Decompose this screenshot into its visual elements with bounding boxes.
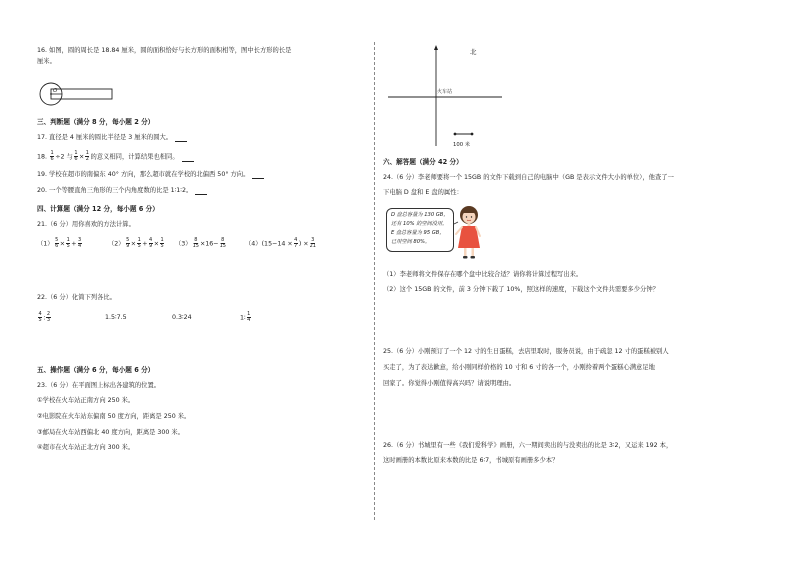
- q18: [37, 151, 194, 162]
- q25-line2: 买走了，为了表达歉意，给小刚同样价格的 10 寸和 6 寸的各一个，小刚拎着两个蛋糕心满意足地: [383, 364, 655, 371]
- calc-4: （4）(15−14 × $\frac{4}{7}$ ) × $\frac{3}{21}$: [245, 237, 316, 249]
- q18-op2: ×: [79, 153, 85, 161]
- ratio-2: 1.5∶7.5: [105, 314, 127, 321]
- q18-fraction-b: $\frac{1}{6}$: [74, 150, 78, 162]
- ratio-1: $\frac{4}{5}$ : $\frac{2}{3}$: [38, 311, 50, 323]
- q20-answer-blank[interactable]: [195, 188, 207, 195]
- q18-fraction-a: $\frac{1}{6}$: [50, 150, 54, 162]
- north-arrow-icon: [434, 45, 438, 50]
- station-label: 火车站: [437, 89, 453, 95]
- q26-line2: 这时画册的本数比原来本数的比是 6∶7，书城原有画册多少本？: [383, 457, 559, 464]
- q16-circle-label: O: [53, 88, 58, 94]
- q26-line1: 26.（6 分）书城里有一些《我们爱科学》画册，六一期间卖出的与没卖出的比是 3∶2，又运来 192 本，: [383, 442, 673, 449]
- section3-title: 三、判断题（满分 8 分，每小题 2 分）: [37, 118, 155, 126]
- q21: 21.（6 分）用你喜欢的方法计算。: [37, 221, 135, 228]
- q19-text: 19. 学校在超市的南偏东 40° 方向，那么超市就在学校的北偏西 50° 方向。: [37, 171, 250, 178]
- q20: [37, 187, 207, 195]
- compass-map: [384, 42, 514, 154]
- speech-bubble: [386, 208, 454, 252]
- calc-1: （1） $\frac{5}{6}$ × $\frac{1}{5}$ + $\frac{3}{4}$: [37, 237, 82, 249]
- q18-suffix: 的意义相同，计算结果也相同。: [90, 153, 179, 161]
- q19-answer-blank[interactable]: [252, 172, 264, 179]
- q24-line2: 下电脑 D 盘和 E 盘的属性：: [383, 189, 463, 196]
- girl-teacher-illustration: [452, 204, 486, 262]
- q20-text: 20. 一个等腰直角三角形的三个内角度数的比是 1∶1∶2。: [37, 187, 193, 194]
- q16-line1: 16. 如图，圆的周长是 18.84 厘米，圆的面积恰好与长方形的面积相等，图中长方形的长是: [37, 47, 292, 54]
- q23-item-2: ②电影院在火车站东偏南 50 度方向，距离是 250 米。: [37, 413, 191, 420]
- scale-label: 100 米: [453, 142, 471, 148]
- ratio-4: 1∶ $\frac{1}{4}$: [240, 311, 251, 323]
- calc-2: （2） $\frac{5}{9}$ × $\frac{1}{5}$ + $\frac{4}{9}$ × $\frac{1}{5}$: [108, 237, 164, 249]
- q22: 22.（6 分）化简下列各比。: [37, 294, 116, 301]
- q18-answer-blank[interactable]: [182, 155, 194, 162]
- column-divider: [374, 42, 375, 520]
- north-label: 北: [470, 48, 477, 56]
- q17: [37, 134, 187, 142]
- section4-title: 四、计算题（满分 12 分，每小题 6 分）: [37, 205, 159, 213]
- q25-line3: 回家了。你觉得小刚值得高兴吗？请说明理由。: [383, 380, 516, 387]
- calc-3: （3） $\frac{8}{15}$ ×16− $\frac{8}{15}$: [175, 237, 226, 249]
- q24-part1: （1）李老师将文件保存在哪个盘中比较合适？请你将计算过程写出来。: [383, 271, 583, 278]
- q24-part2: （2）这个 15GB 的文件，前 3 分钟下载了 10%，照这样的速度，下载这个文件共需要多少分钟？: [383, 286, 659, 293]
- section5-title: 五、操作题（满分 6 分，每小题 6 分）: [37, 366, 155, 374]
- q23-item-4: ④超市在火车站正北方向 300 米。: [37, 444, 135, 451]
- q18-number: 18.: [37, 153, 48, 161]
- bubble-line-1: D 盘总容量为 130 GB，: [391, 212, 449, 218]
- ratio-3: 0.3∶24: [172, 314, 192, 321]
- q23-item-3: ③邮局在火车站西偏北 40 度方向，距离是 300 米。: [37, 429, 185, 436]
- q16-line2: 厘米。: [37, 58, 56, 65]
- bubble-line-4: 已用空间 80%。: [391, 239, 431, 245]
- q18-op1: ÷2 与: [55, 153, 73, 161]
- q17-answer-blank[interactable]: [175, 135, 187, 142]
- q16-circle-rectangle-figure: [38, 80, 118, 108]
- q24-line1: 24.（6 分）李老师要将一个 15GB 的文件下载到自己的电脑中（GB 是表示文件大小的单位），他查了一: [383, 174, 674, 181]
- q25-line1: 25.（6 分）小刚预订了一个 12 寸的生日蛋糕，去店里取时，服务员说，由于疏忽 12 寸的蛋糕被别人: [383, 348, 669, 355]
- q23-item-1: ①学校在火车站正南方向 250 米。: [37, 397, 135, 404]
- section6-title: 六、解答题（满分 42 分）: [383, 158, 463, 166]
- bubble-line-2: 还有 10% 的空间没用。: [391, 221, 448, 227]
- q17-text: 17. 直径是 4 厘米的圆比半径是 3 厘米的圆大。: [37, 134, 173, 141]
- bubble-line-3: E 盘总容量为 95 GB，: [391, 230, 445, 236]
- q19: [37, 171, 264, 179]
- q18-fraction-c: $\frac{1}{2}$: [85, 150, 89, 162]
- q23: 23.（6 分）在平面图上标出各建筑的位置。: [37, 382, 161, 389]
